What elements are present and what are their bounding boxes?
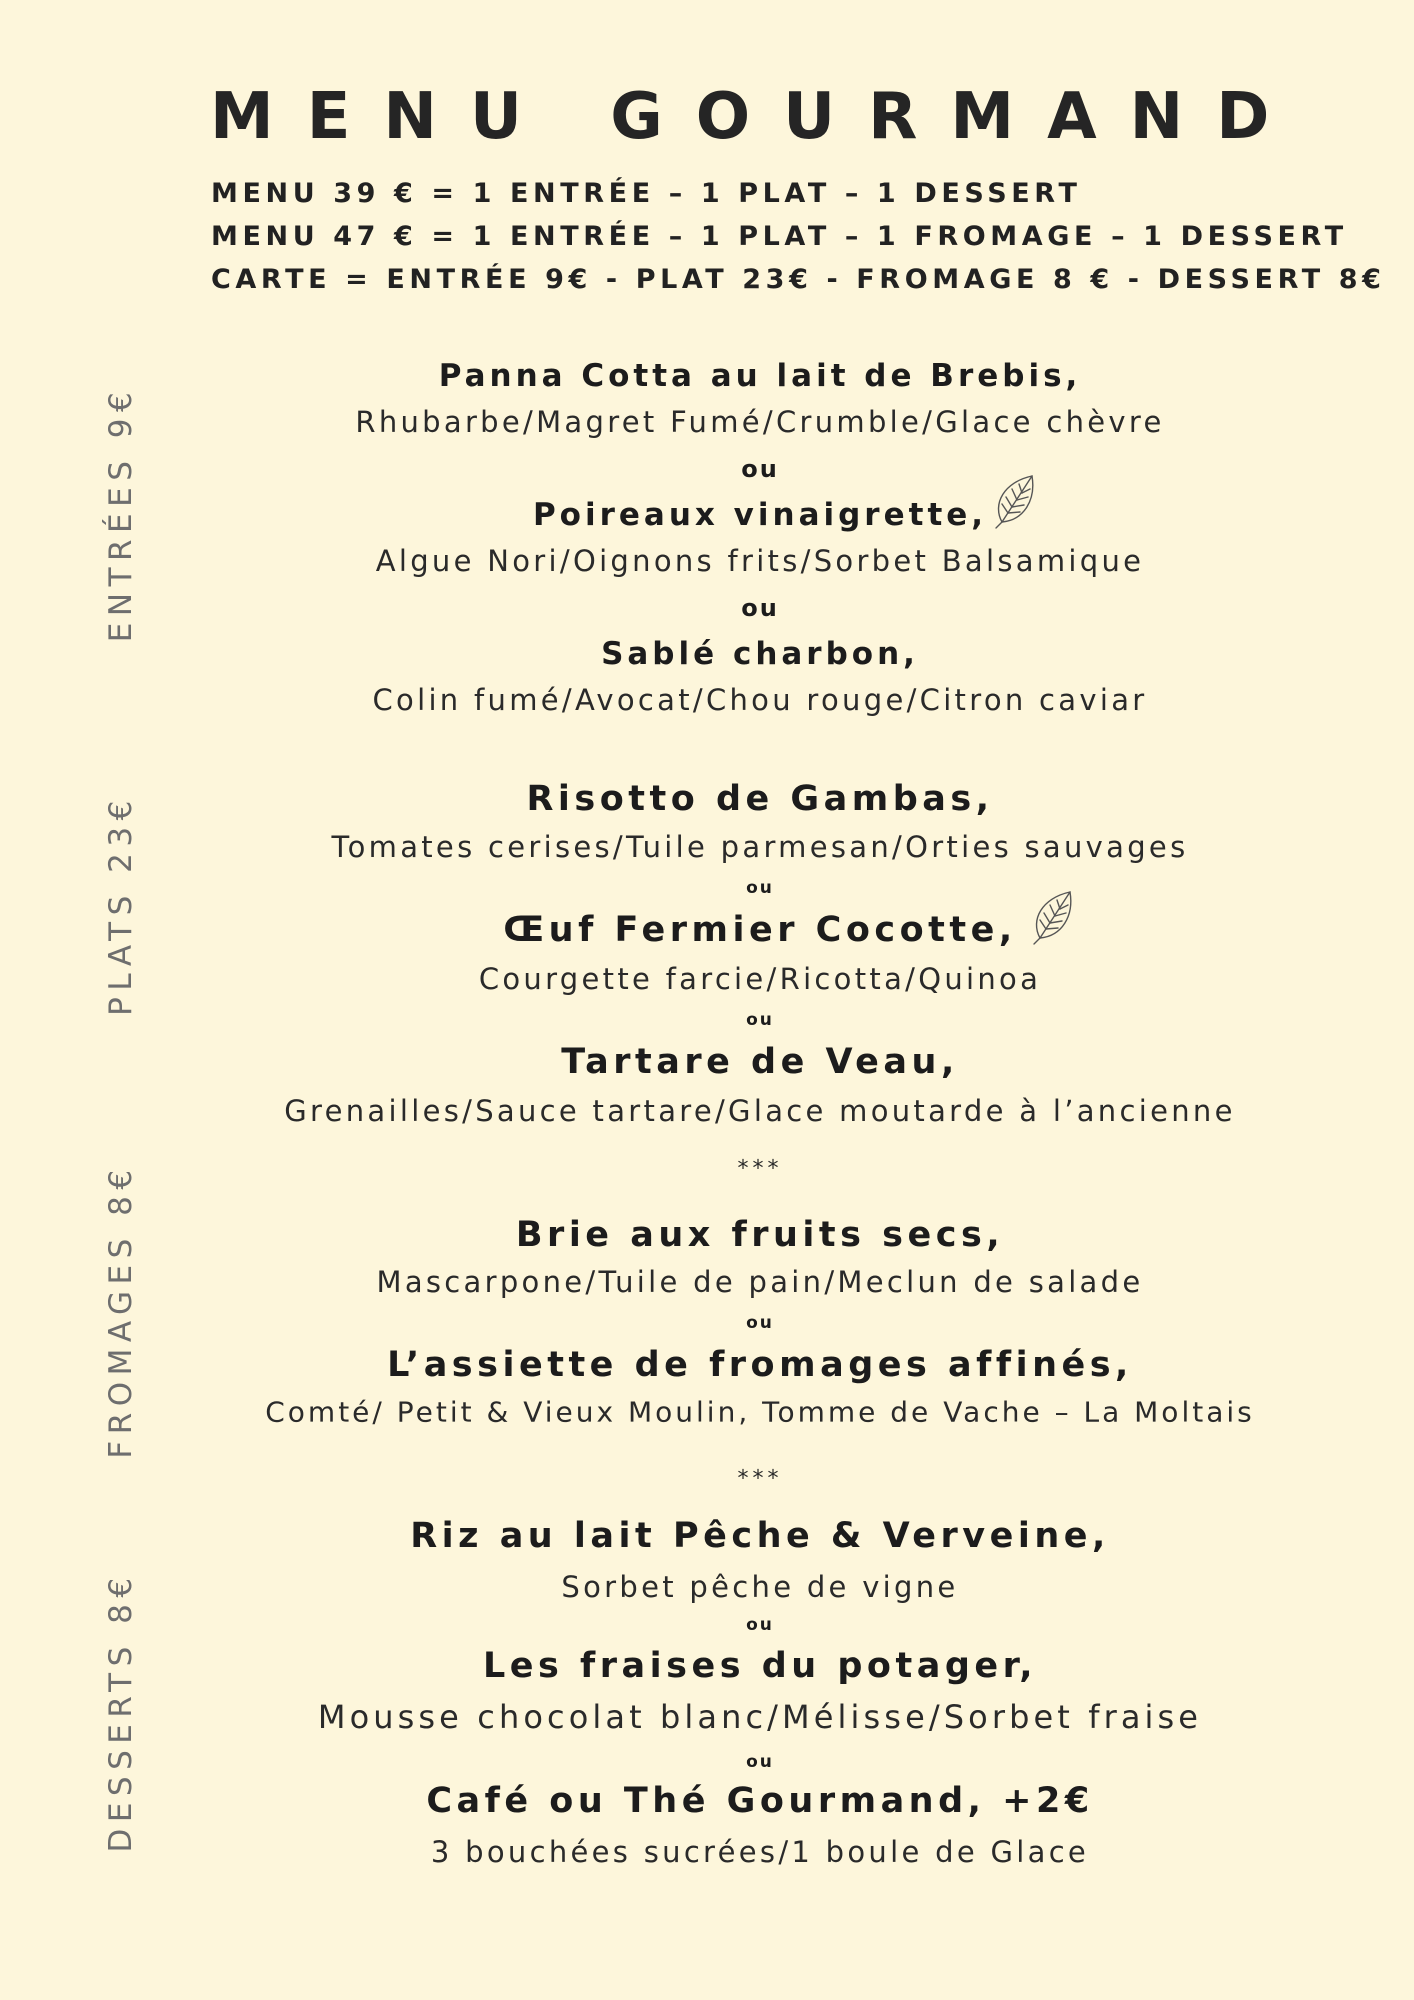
or-separator: ou	[746, 1615, 774, 1635]
or-separator: ou	[746, 1010, 774, 1030]
dish-name: Riz au lait Pêche & Verveine,	[410, 1516, 1110, 1556]
pricing-block	[211, 172, 1386, 301]
dish-description: Comté/ Petit & Vieux Moulin, Tomme de Vache – La Moltais	[265, 1395, 1255, 1429]
dish-name: Les fraises du potager,	[482, 1646, 1038, 1686]
dish-name: L’assiette de fromages affinés,	[387, 1345, 1133, 1385]
menu-title: MENU GOURMAND	[210, 80, 1303, 154]
dish-description: Tomates cerises/Tuile parmesan/Orties sauvages	[331, 830, 1189, 864]
section-divider: ***	[737, 1156, 783, 1182]
dish-description: Rhubarbe/Magret Fumé/Crumble/Glace chèvre	[355, 405, 1165, 439]
dish-description: 3 bouchées sucrées/1 boule de Glace	[430, 1835, 1090, 1869]
pricing-carte: CARTE = ENTRÉE 9€ - PLAT 23€ - FROMAGE 8 € - DESSERT 8€	[211, 264, 1386, 295]
or-separator: ou	[746, 1752, 774, 1772]
section-label-entrees-text: ENTRÉES 9€	[103, 385, 139, 643]
or-separator: ou	[741, 594, 779, 622]
dish-description: Grenailles/Sauce tartare/Glace moutarde à l’ancienne	[284, 1094, 1236, 1128]
pricing-menu-47: MENU 47 € = 1 ENTRÉE – 1 PLAT – 1 FROMAGE – 1 DESSERT	[211, 221, 1348, 252]
dish-name: Risotto de Gambas,	[526, 779, 994, 819]
leaf-icon	[990, 472, 1040, 532]
dish-description: Algue Nori/Oignons frits/Sorbet Balsamique	[375, 544, 1145, 578]
dish-name: Poireaux vinaigrette,	[532, 497, 988, 533]
dish-name: Tartare de Veau,	[561, 1042, 959, 1082]
dish-description: Colin fumé/Avocat/Chou rouge/Citron caviar	[372, 683, 1148, 717]
or-separator: ou	[746, 1313, 774, 1333]
pricing-menu-39: MENU 39 € = 1 ENTRÉE – 1 PLAT – 1 DESSERT	[211, 178, 1082, 209]
dish-description: Sorbet pêche de vigne	[561, 1570, 959, 1604]
section-label-fromages-text: FROMAGES 8€	[103, 1163, 139, 1459]
dish-name: Brie aux fruits secs,	[515, 1215, 1005, 1255]
dish-description: Mascarpone/Tuile de pain/Meclun de salade	[376, 1265, 1144, 1299]
leaf-icon	[1028, 888, 1078, 948]
or-separator: ou	[746, 878, 774, 898]
section-label-plats-text: PLATS 23€	[103, 794, 139, 1016]
dish-description: Mousse chocolat blanc/Mélisse/Sorbet fraise	[317, 1698, 1203, 1736]
section-divider: ***	[737, 1466, 783, 1492]
dish-name: Œuf Fermier Cocotte,	[503, 910, 1017, 950]
section-label-desserts-text: DESSERTS 8€	[103, 1571, 139, 1853]
or-separator: ou	[741, 455, 779, 483]
dish-name: Panna Cotta au lait de Brebis,	[438, 358, 1082, 394]
dish-name: Sablé charbon,	[601, 636, 919, 672]
dish-description: Courgette farcie/Ricotta/Quinoa	[478, 962, 1042, 996]
dish-name: Café ou Thé Gourmand, +2€	[426, 1781, 1094, 1821]
